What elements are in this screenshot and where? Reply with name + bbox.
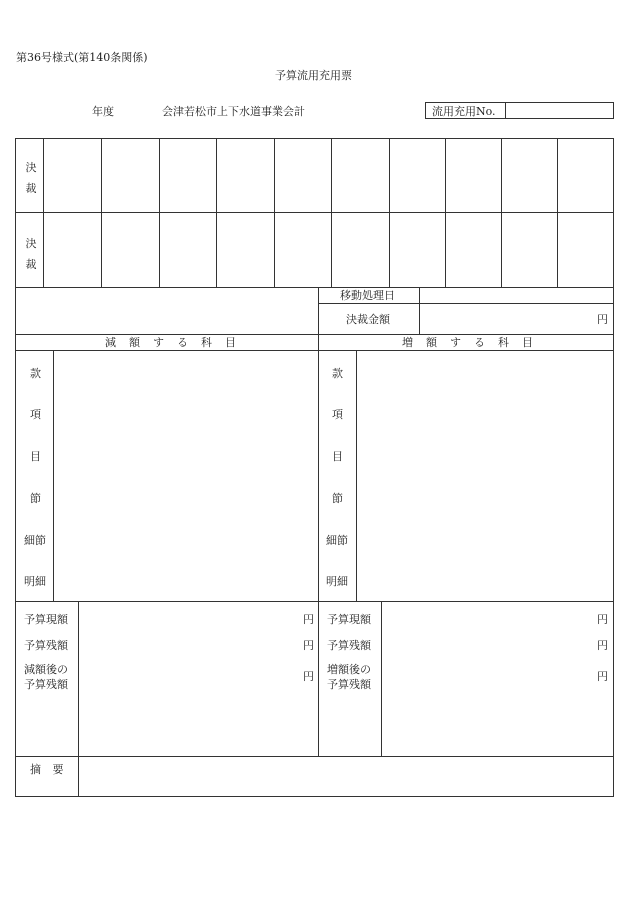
left-remaining-label: 予算残額	[24, 639, 68, 652]
decrease-item-kan: 款	[30, 367, 41, 380]
approval-col-line	[389, 138, 390, 287]
transfer-label-right-line	[419, 287, 420, 334]
year-label: 年度	[92, 105, 114, 118]
budget-top-line	[15, 601, 614, 602]
increase-item-saisetsu: 細節	[326, 534, 348, 547]
right-after-label-2: 予算残額	[327, 678, 371, 691]
decrease-item-kou: 項	[30, 408, 41, 421]
left-after-label-2: 予算残額	[24, 678, 68, 691]
center-divider	[318, 334, 319, 756]
approval-label-2: 決 裁	[25, 237, 37, 271]
summary-label: 摘 要	[30, 763, 68, 776]
transfer-date-label: 移動処理日	[340, 289, 395, 302]
increase-item-setsu: 節	[332, 492, 343, 505]
left-after-label-1: 減額後の	[24, 663, 68, 676]
approval-label-1: 決 裁	[25, 161, 37, 195]
right-after-label-1: 増額後の	[327, 663, 371, 676]
number-label: 流用充用No.	[432, 105, 496, 118]
transfer-date-field[interactable]	[421, 289, 611, 302]
number-field[interactable]	[507, 103, 613, 118]
decrease-item-moku: 目	[30, 450, 41, 463]
left-current-yen: 円	[303, 613, 314, 626]
approval-col-line	[501, 138, 502, 287]
approval-col-line	[101, 138, 102, 287]
increase-item-meisai: 明細	[326, 575, 348, 588]
increase-item-kou: 項	[332, 408, 343, 421]
increase-header: 増額する科目	[402, 336, 546, 349]
increase-item-kan: 款	[332, 367, 343, 380]
decrease-item-setsu: 節	[30, 492, 41, 505]
form-frame	[15, 138, 614, 797]
approval-col-line	[43, 138, 44, 287]
budget-right-label-line	[381, 601, 382, 756]
decrease-item-saisetsu: 細節	[24, 534, 46, 547]
right-remaining-label: 予算残額	[327, 639, 371, 652]
right-current-yen: 円	[597, 613, 608, 626]
decrease-item-meisai: 明細	[24, 575, 46, 588]
increase-item-moku: 目	[332, 450, 343, 463]
approval-col-line	[445, 138, 446, 287]
section-header-line	[15, 350, 614, 351]
approval-amount-field[interactable]	[421, 306, 591, 332]
approval-col-line	[159, 138, 160, 287]
left-remaining-yen: 円	[303, 639, 314, 652]
approval-amount-yen: 円	[597, 313, 608, 326]
number-box-divider	[505, 102, 506, 119]
budget-left-label-line	[78, 601, 79, 797]
approval-col-line	[331, 138, 332, 287]
decrease-item-divider	[53, 350, 54, 601]
form-number: 第36号様式(第140条関係)	[16, 51, 148, 64]
approval-amount-label: 決裁金額	[346, 313, 390, 326]
increase-item-divider	[356, 350, 357, 601]
approval-row-divider	[15, 212, 614, 213]
left-after-yen: 円	[303, 670, 314, 683]
right-remaining-yen: 円	[597, 639, 608, 652]
summary-top-line	[15, 756, 614, 757]
approval-bottom-line	[15, 287, 614, 288]
summary-field[interactable]	[80, 758, 612, 795]
transfer-label-left-line	[318, 287, 319, 334]
approval-col-line	[216, 138, 217, 287]
approval-col-line	[274, 138, 275, 287]
right-after-yen: 円	[597, 670, 608, 683]
form-title: 予算流用充用票	[275, 69, 352, 82]
left-current-label: 予算現額	[24, 613, 68, 626]
decrease-header: 減額する科目	[105, 336, 249, 349]
transfer-bottom-line	[15, 334, 614, 335]
transfer-mid-line	[318, 303, 614, 304]
approval-col-line	[557, 138, 558, 287]
account-name: 会津若松市上下水道事業会計	[162, 105, 305, 118]
right-current-label: 予算現額	[327, 613, 371, 626]
